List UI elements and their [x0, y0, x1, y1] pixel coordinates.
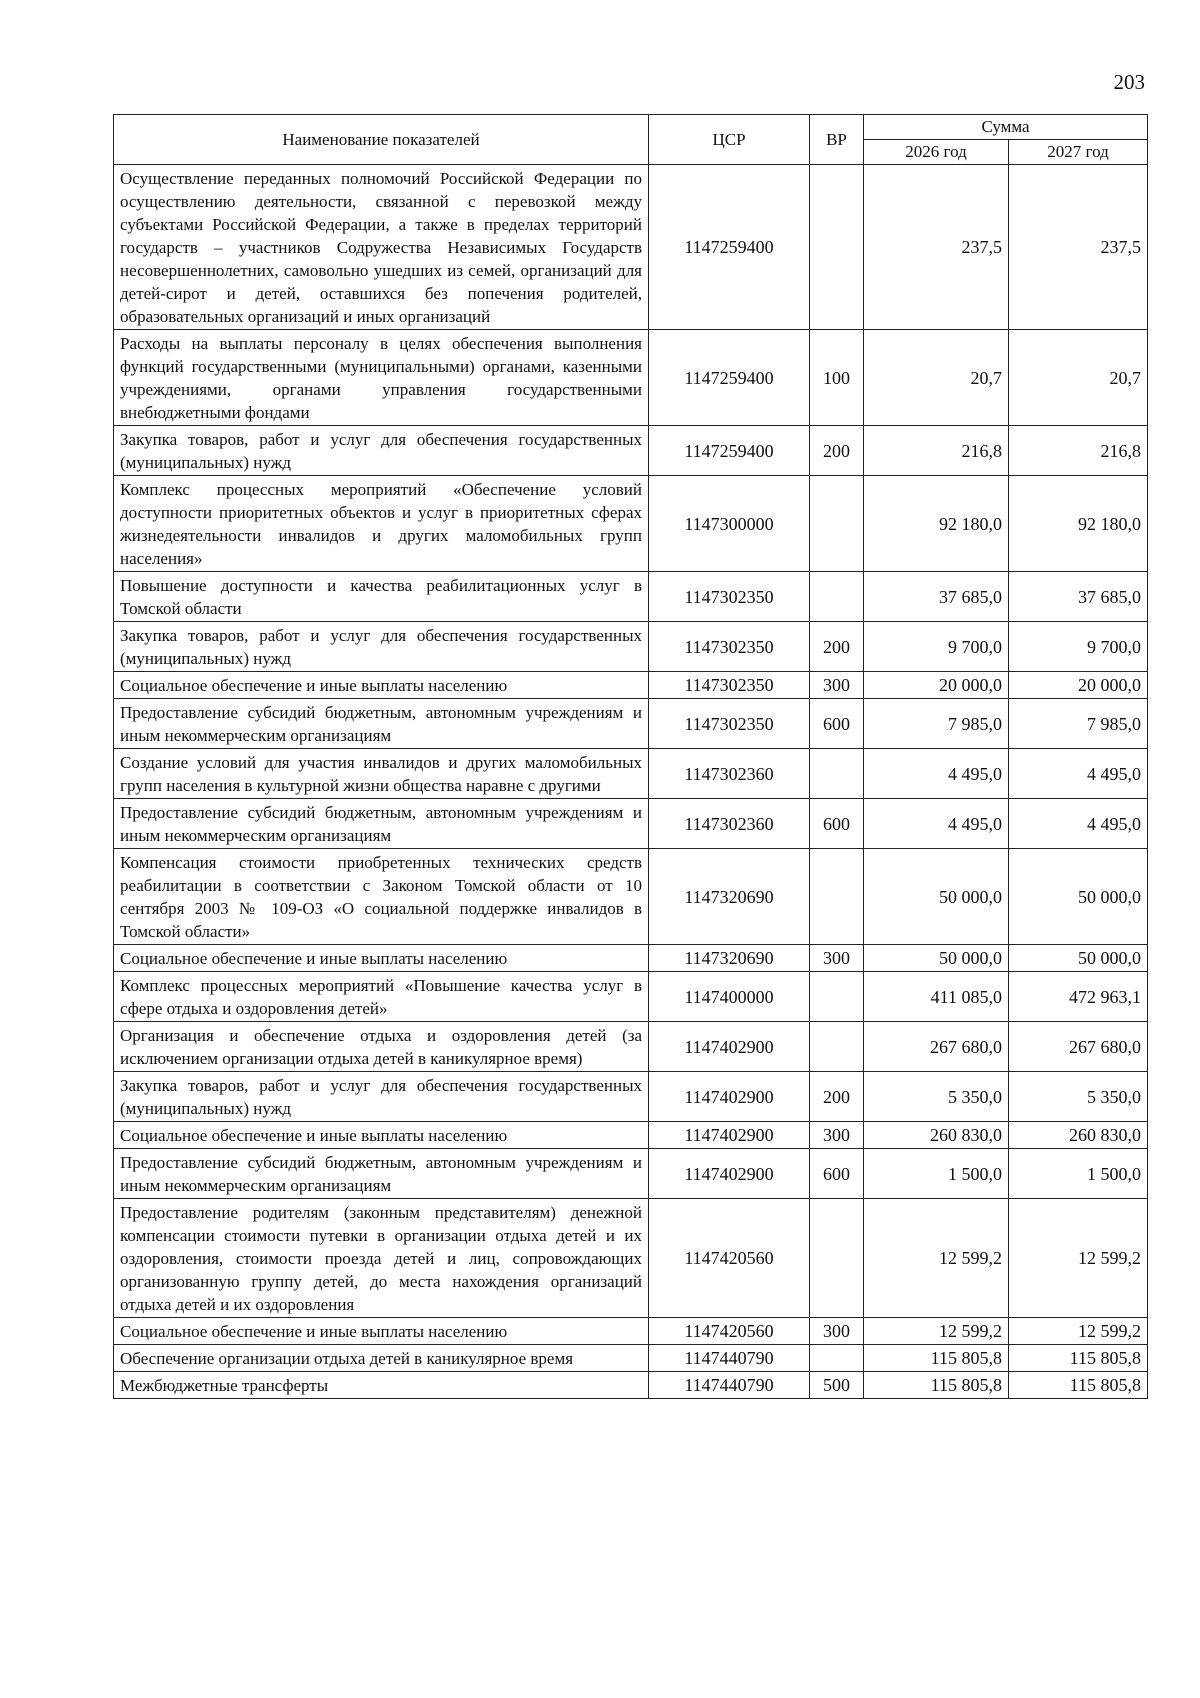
header-row [114, 115, 1148, 140]
row-name: Обеспечение организации отдыха детей в каникулярное время [114, 1345, 649, 1372]
row-sum-2026: 12 599,2 [864, 1318, 1009, 1345]
table-row [114, 799, 1148, 849]
row-csr: 1147440790 [649, 1345, 810, 1372]
row-csr: 1147402900 [649, 1122, 810, 1149]
table-row [114, 1199, 1148, 1318]
table-body [114, 165, 1148, 1399]
row-vr: 300 [810, 672, 864, 699]
row-csr: 1147300000 [649, 476, 810, 572]
row-vr: 600 [810, 699, 864, 749]
row-vr: 300 [810, 1122, 864, 1149]
row-name: Комплекс процессных мероприятий «Повышение качества услуг в сфере отдыха и оздоровления детей» [114, 972, 649, 1022]
row-sum-2026: 20,7 [864, 330, 1009, 426]
row-name: Расходы на выплаты персоналу в целях обеспечения выполнения функций государственными (муниципальными) органами, казенными учреждениями, органами управления государственными внебюджетными фондами [114, 330, 649, 426]
row-csr: 1147402900 [649, 1149, 810, 1199]
table-row [114, 1072, 1148, 1122]
table-row [114, 572, 1148, 622]
row-csr: 1147440790 [649, 1372, 810, 1399]
row-sum-2027: 50 000,0 [1009, 945, 1148, 972]
row-name: Социальное обеспечение и иные выплаты населению [114, 1122, 649, 1149]
row-sum-2027: 7 985,0 [1009, 699, 1148, 749]
row-csr: 1147400000 [649, 972, 810, 1022]
table-row [114, 622, 1148, 672]
row-name: Закупка товаров, работ и услуг для обеспечения государственных (муниципальных) нужд [114, 426, 649, 476]
row-sum-2026: 50 000,0 [864, 849, 1009, 945]
row-vr: 500 [810, 1372, 864, 1399]
row-sum-2027: 472 963,1 [1009, 972, 1148, 1022]
row-sum-2026: 50 000,0 [864, 945, 1009, 972]
row-sum-2026: 237,5 [864, 165, 1009, 330]
row-vr [810, 972, 864, 1022]
row-vr [810, 1199, 864, 1318]
row-vr: 300 [810, 1318, 864, 1345]
page-number: 203 [1113, 70, 1145, 94]
row-csr: 1147259400 [649, 426, 810, 476]
row-vr [810, 476, 864, 572]
row-csr: 1147302360 [649, 799, 810, 849]
row-sum-2026: 4 495,0 [864, 749, 1009, 799]
row-name: Создание условий для участия инвалидов и других маломобильных групп населения в культурной жизни общества наравне с другими [114, 749, 649, 799]
row-sum-2026: 115 805,8 [864, 1372, 1009, 1399]
row-vr: 200 [810, 426, 864, 476]
row-name: Организация и обеспечение отдыха и оздоровления детей (за исключением организации отдыха детей в каникулярное время) [114, 1022, 649, 1072]
row-name: Социальное обеспечение и иные выплаты населению [114, 945, 649, 972]
row-sum-2026: 115 805,8 [864, 1345, 1009, 1372]
row-sum-2027: 9 700,0 [1009, 622, 1148, 672]
table-row [114, 672, 1148, 699]
row-sum-2026: 216,8 [864, 426, 1009, 476]
row-csr: 1147420560 [649, 1199, 810, 1318]
row-name: Повышение доступности и качества реабилитационных услуг в Томской области [114, 572, 649, 622]
row-sum-2027: 115 805,8 [1009, 1345, 1148, 1372]
row-sum-2027: 216,8 [1009, 426, 1148, 476]
row-csr: 1147320690 [649, 849, 810, 945]
row-csr: 1147302350 [649, 572, 810, 622]
row-sum-2027: 12 599,2 [1009, 1318, 1148, 1345]
row-csr: 1147302360 [649, 749, 810, 799]
row-sum-2027: 237,5 [1009, 165, 1148, 330]
row-sum-2027: 37 685,0 [1009, 572, 1148, 622]
row-csr: 1147302350 [649, 622, 810, 672]
table-row [114, 972, 1148, 1022]
row-sum-2027: 5 350,0 [1009, 1072, 1148, 1122]
table-row [114, 699, 1148, 749]
row-csr: 1147402900 [649, 1022, 810, 1072]
table-row [114, 749, 1148, 799]
row-name: Межбюджетные трансферты [114, 1372, 649, 1399]
row-vr: 100 [810, 330, 864, 426]
row-sum-2027: 1 500,0 [1009, 1149, 1148, 1199]
row-name: Социальное обеспечение и иные выплаты населению [114, 672, 649, 699]
row-sum-2027: 115 805,8 [1009, 1372, 1148, 1399]
row-sum-2026: 260 830,0 [864, 1122, 1009, 1149]
row-name: Предоставление субсидий бюджетным, автономным учреждениям и иным некоммерческим организациям [114, 799, 649, 849]
header-sum: Сумма [864, 115, 1148, 140]
row-vr: 200 [810, 1072, 864, 1122]
row-sum-2027: 20 000,0 [1009, 672, 1148, 699]
table-row [114, 1345, 1148, 1372]
row-sum-2026: 411 085,0 [864, 972, 1009, 1022]
row-sum-2027: 20,7 [1009, 330, 1148, 426]
row-name: Предоставление субсидий бюджетным, автономным учреждениям и иным некоммерческим организациям [114, 699, 649, 749]
table-row [114, 1122, 1148, 1149]
row-name: Социальное обеспечение и иные выплаты населению [114, 1318, 649, 1345]
row-sum-2027: 12 599,2 [1009, 1199, 1148, 1318]
table-row [114, 1149, 1148, 1199]
table-row [114, 1372, 1148, 1399]
row-sum-2027: 4 495,0 [1009, 749, 1148, 799]
row-sum-2027: 260 830,0 [1009, 1122, 1148, 1149]
row-vr [810, 849, 864, 945]
row-sum-2026: 92 180,0 [864, 476, 1009, 572]
row-vr [810, 165, 864, 330]
header-vr: ВР [810, 115, 864, 165]
table-row [114, 945, 1148, 972]
row-sum-2026: 267 680,0 [864, 1022, 1009, 1072]
header-csr: ЦСР [649, 115, 810, 165]
budget-table [113, 114, 1148, 1399]
table-row [114, 476, 1148, 572]
row-sum-2026: 7 985,0 [864, 699, 1009, 749]
row-csr: 1147259400 [649, 330, 810, 426]
row-vr: 600 [810, 799, 864, 849]
row-name: Закупка товаров, работ и услуг для обеспечения государственных (муниципальных) нужд [114, 1072, 649, 1122]
row-sum-2027: 92 180,0 [1009, 476, 1148, 572]
table-row [114, 849, 1148, 945]
row-sum-2026: 20 000,0 [864, 672, 1009, 699]
row-vr [810, 572, 864, 622]
row-csr: 1147259400 [649, 165, 810, 330]
row-sum-2026: 37 685,0 [864, 572, 1009, 622]
row-vr [810, 1345, 864, 1372]
row-sum-2026: 12 599,2 [864, 1199, 1009, 1318]
header-year-2027: 2027 год [1009, 140, 1148, 165]
row-sum-2026: 5 350,0 [864, 1072, 1009, 1122]
table-row [114, 1318, 1148, 1345]
row-name: Предоставление родителям (законным представителям) денежной компенсации стоимости путевки в организации отдыха детей и их оздоровления, стоимости проезда детей и лиц, сопровождающих организованную группу детей, до места нахождения организаций отдыха детей и их оздоровления [114, 1199, 649, 1318]
row-sum-2026: 1 500,0 [864, 1149, 1009, 1199]
row-csr: 1147420560 [649, 1318, 810, 1345]
row-vr: 200 [810, 622, 864, 672]
row-vr: 300 [810, 945, 864, 972]
row-vr: 600 [810, 1149, 864, 1199]
row-csr: 1147302350 [649, 672, 810, 699]
row-name: Компенсация стоимости приобретенных технических средств реабилитации в соответствии с Законом Томской области от 10 сентября 2003 № 109-ОЗ «О социальной поддержке инвалидов в Томской области» [114, 849, 649, 945]
row-csr: 1147402900 [649, 1072, 810, 1122]
row-sum-2026: 4 495,0 [864, 799, 1009, 849]
table-row [114, 165, 1148, 330]
table-row [114, 330, 1148, 426]
table-row [114, 1022, 1148, 1072]
table-row [114, 426, 1148, 476]
row-name: Осуществление переданных полномочий Российской Федерации по осуществлению деятельности, связанной с перевозкой между субъектами Российской Федерации, а также в пределах территорий государств – участников Содружества Независимых Государств несовершеннолетних, самовольно ушедших из семей, организаций для детей-сирот и детей, оставшихся без попечения родителей, образовательных организаций и иных организаций [114, 165, 649, 330]
row-csr: 1147302350 [649, 699, 810, 749]
row-name: Комплекс процессных мероприятий «Обеспечение условий доступности приоритетных объектов и услуг в приоритетных сферах жизнедеятельности инвалидов и других маломобильных групп населения» [114, 476, 649, 572]
row-name: Предоставление субсидий бюджетным, автономным учреждениям и иным некоммерческим организациям [114, 1149, 649, 1199]
row-csr: 1147320690 [649, 945, 810, 972]
header-name: Наименование показателей [114, 115, 649, 165]
row-sum-2027: 4 495,0 [1009, 799, 1148, 849]
header-year-2026: 2026 год [864, 140, 1009, 165]
row-vr [810, 1022, 864, 1072]
row-name: Закупка товаров, работ и услуг для обеспечения государственных (муниципальных) нужд [114, 622, 649, 672]
row-sum-2026: 9 700,0 [864, 622, 1009, 672]
row-sum-2027: 267 680,0 [1009, 1022, 1148, 1072]
row-vr [810, 749, 864, 799]
row-sum-2027: 50 000,0 [1009, 849, 1148, 945]
